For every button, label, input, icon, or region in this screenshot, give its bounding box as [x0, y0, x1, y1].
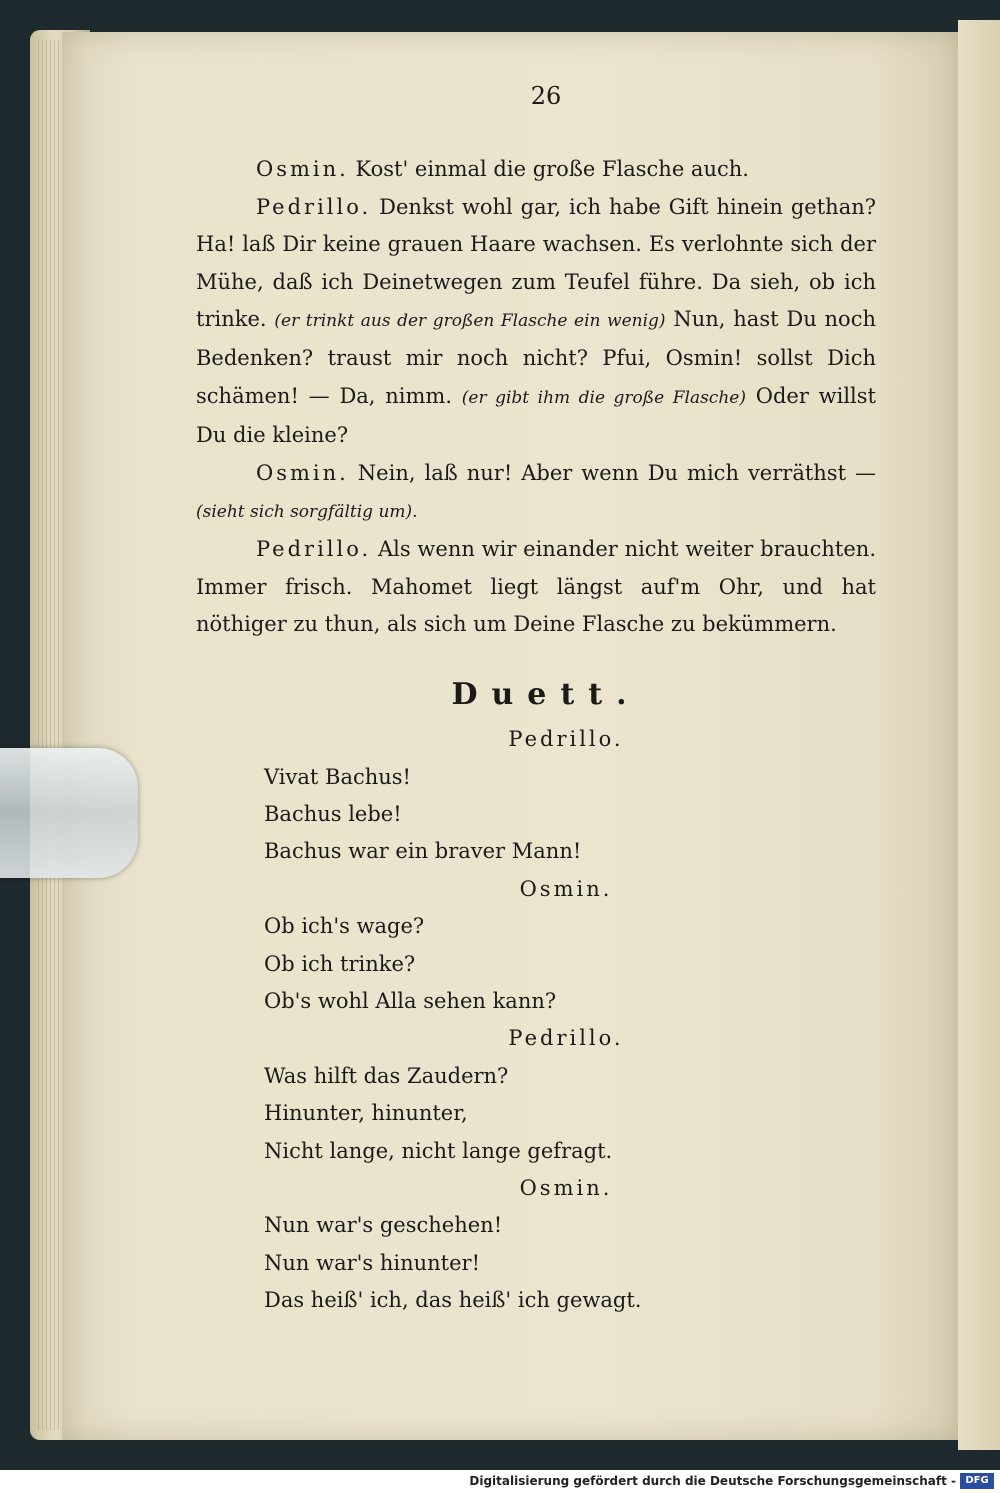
verse-line: Bachus lebe!	[264, 801, 402, 826]
verse-line: Das heiß' ich, das heiß' ich gewagt.	[264, 1288, 642, 1313]
dialogue-text: Als wenn wir einander nicht weiter brauchten. Immer frisch. Mahomet liegt längst auf'm Ohr, und hat nöthiger zu thun, als sich um Deine Flasche zu bekümmern.	[196, 537, 876, 637]
dialogue-paragraph	[196, 151, 876, 188]
role-name: Pedrillo.	[508, 1026, 624, 1051]
verse-line: Ob's wohl Alla sehen kann?	[264, 988, 557, 1013]
verse-line: Was hilft das Zaudern?	[264, 1063, 509, 1088]
verse-line: Vivat Bachus!	[264, 764, 411, 789]
stage-direction: (er gibt ihm die große Flasche)	[461, 387, 746, 408]
verse-line: Nun war's geschehen!	[264, 1213, 503, 1238]
dialogue-paragraph	[196, 189, 876, 455]
verse-line: Nicht lange, nicht lange gefragt.	[264, 1138, 613, 1163]
funding-credit: Digitalisierung gefördert durch die Deutsche Forschungsgemeinschaft -	[469, 1474, 956, 1488]
role-name: Osmin.	[519, 876, 613, 901]
stage-direction: (er trinkt aus der großen Flasche ein wenig)	[274, 311, 666, 332]
verse-line: Nun war's hinunter!	[264, 1250, 481, 1275]
role-name: Pedrillo.	[508, 727, 624, 752]
footer-bar	[0, 1470, 1000, 1493]
speaker-name: Osmin.	[256, 157, 349, 182]
dialogue-text: Oder willst Du die kleine?	[196, 383, 876, 448]
facing-page-edge	[958, 20, 1000, 1450]
page-holder-clip	[0, 748, 138, 878]
verse-line: Ob ich's wage?	[264, 914, 425, 939]
dfg-logo: DFG	[960, 1473, 994, 1489]
page-number: 26	[530, 82, 562, 110]
speaker-name: Osmin.	[256, 460, 349, 485]
dialogue-text: Denkst wohl gar, ich habe Gift hinein gethan? Ha! laß Dir keine grauen Haare wachsen. Es verlohnte sich der Mühe, daß ich Deinetwegen zum Teufel führe. Da sieh, ob ich trinke.	[196, 194, 876, 332]
dialogue-text: Kost' einmal die große Flasche auch.	[348, 157, 749, 182]
verse-line: Ob ich trinke?	[264, 951, 416, 976]
stage-direction: (sieht sich sorgfältig um).	[196, 502, 418, 523]
section-heading: Duett.	[451, 676, 641, 712]
speaker-name: Pedrillo.	[256, 537, 372, 562]
dialogue-text: Nun, hast Du noch Bedenken? traust mir noch nicht? Pfui, Osmin! sollst Dich schämen! — Da, nimm.	[196, 307, 876, 408]
page-text	[196, 78, 876, 1320]
role-name: Osmin.	[519, 1175, 613, 1200]
verse-line: Hinunter, hinunter,	[264, 1101, 468, 1126]
dialogue-text: Nein, laß nur! Aber wenn Du mich verräthst —	[348, 460, 876, 485]
dialogue-paragraph	[196, 455, 876, 532]
verse-line: Bachus war ein braver Mann!	[264, 839, 582, 864]
speaker-name: Pedrillo.	[256, 194, 372, 219]
dialogue-paragraph	[196, 531, 876, 643]
